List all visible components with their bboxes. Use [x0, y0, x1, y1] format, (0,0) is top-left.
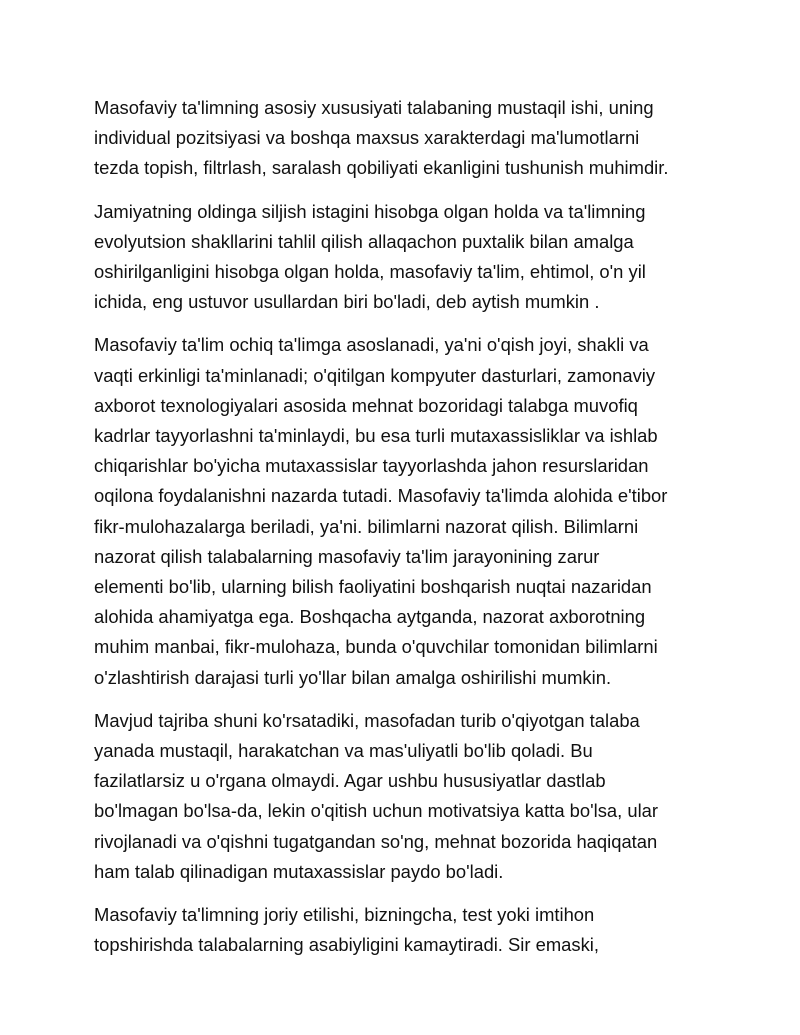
paragraph-1: [94, 93, 734, 184]
text-line: alohida ahamiyatga ega. Boshqacha aytganda, nazorat axborotning: [94, 606, 646, 628]
text-line: vaqti erkinligi ta'minlanadi; o'qitilgan kompyuter dasturlari, zamonaviy: [94, 364, 656, 386]
text-line: yanada mustaqil, harakatchan va mas'uliyatli bo'lib qoladi. Bu: [94, 740, 593, 762]
paragraph-5: [94, 900, 734, 960]
text-line: tezda topish, filtrlash, saralash qobiliyati ekanligini tushunish muhimdir.: [94, 157, 669, 179]
text-line: rivojlanadi va o'qishni tugatgandan so'ng, mehnat bozorida haqiqatan: [94, 830, 658, 852]
text-line: muhim manbai, fikr-mulohaza, bunda o'quvchilar tomonidan bilimlarni: [94, 636, 658, 658]
paragraph-3: [94, 330, 734, 692]
text-line: evolyutsion shakllarini tahlil qilish allaqachon puxtalik bilan amalga: [94, 230, 634, 252]
paragraph-4: [94, 706, 734, 887]
text-line: oshirilganligini hisobga olgan holda, masofaviy ta'lim, ehtimol, o'n yil: [94, 261, 646, 283]
text-line: oqilona foydalanishni nazarda tutadi. Masofaviy ta'limda alohida e'tibor: [94, 485, 668, 507]
text-line: nazorat qilish talabalarning masofaviy ta'lim jarayonining zarur: [94, 545, 600, 567]
text-line: chiqarishlar bo'yicha mutaxassislar tayyorlashda jahon resurslaridan: [94, 455, 649, 477]
text-line: Masofaviy ta'limning asosiy xususiyati talabaning mustaqil ishi, uning: [94, 97, 654, 118]
text-line: fikr-mulohazalarga beriladi, ya'ni. bilimlarni nazorat qilish. Bilimlarni: [94, 515, 639, 537]
text-line: Jamiyatning oldinga siljish istagini hisobga olgan holda va ta'limning: [94, 200, 646, 222]
text-line: o'zlashtirish darajasi turli yo'llar bilan amalga oshirilishi mumkin.: [94, 666, 612, 688]
text-line: Masofaviy ta'lim ochiq ta'limga asoslanadi, ya'ni o'qish joyi, shakli va: [94, 334, 649, 356]
text-line: kadrlar tayyorlashni ta'minlaydi, bu esa turli mutaxassisliklar va ishlab: [94, 425, 658, 447]
text-line: Masofaviy ta'limning joriy etilishi, bizningcha, test yoki imtihon: [94, 904, 595, 926]
text-line: individual pozitsiyasi va boshqa maxsus xarakterdagi ma'lumotlarni: [94, 127, 640, 149]
text-line: Mavjud tajriba shuni ko'rsatadiki, masofadan turib o'qiyotgan talaba: [94, 709, 640, 731]
text-line: fazilatlarsiz u o'rgana olmaydi. Agar ushbu hususiyatlar dastlab: [94, 770, 606, 792]
text-line: elementi bo'lib, ularning bilish faoliyatini boshqarish nuqtai nazaridan: [94, 576, 652, 598]
paragraph-2: [94, 197, 734, 318]
text-line: axborot texnologiyalari asosida mehnat bozoridagi talabga muvofiq: [94, 394, 638, 416]
text-line: topshirishda talabalarning asabiyligini kamaytiradi. Sir emaski,: [94, 934, 599, 956]
text-line: ham talab qilinadigan mutaxassislar paydo bo'ladi.: [94, 860, 504, 882]
text-line: ichida, eng ustuvor usullardan biri bo'ladi, deb aytish mumkin .: [94, 291, 600, 313]
text-line: bo'lmagan bo'lsa-da, lekin o'qitish uchun motivatsiya katta bo'lsa, ular: [94, 800, 659, 822]
document-page: [94, 93, 734, 973]
